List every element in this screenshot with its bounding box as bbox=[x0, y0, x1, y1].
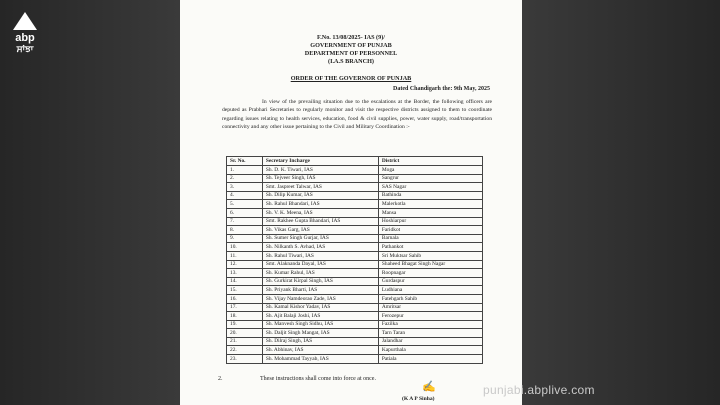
table-row bbox=[227, 226, 483, 235]
cell-district: Fatehgarh Sahib bbox=[378, 294, 482, 303]
cell-district: Shaheed Bhagat Singh Nagar bbox=[378, 260, 482, 269]
cell-sr-no: 1. bbox=[227, 166, 263, 175]
cell-sr-no: 13. bbox=[227, 269, 263, 278]
header-sr-no: Sr. No. bbox=[227, 157, 263, 166]
department-name: DEPARTMENT OF PERSONNEL bbox=[304, 50, 398, 57]
table-row bbox=[227, 286, 483, 295]
cell-secretary: Sh. Tejveer Singh, IAS bbox=[262, 174, 378, 183]
cell-secretary: Sh. Dilip Kumar, IAS bbox=[262, 191, 378, 200]
cell-secretary: Smt. Jaspreet Talwar, IAS bbox=[262, 183, 378, 192]
cell-sr-no: 4. bbox=[227, 191, 263, 200]
table-row bbox=[227, 260, 483, 269]
cell-sr-no: 21. bbox=[227, 337, 263, 346]
table-row bbox=[227, 234, 483, 243]
cell-district: Hoshiarpur bbox=[378, 217, 482, 226]
cell-sr-no: 14. bbox=[227, 277, 263, 286]
header-secretary: Secretary Incharge bbox=[262, 157, 378, 166]
cell-district: Sri Muktsar Sahib bbox=[378, 251, 482, 260]
cell-secretary: Sh. Daljit Singh Mangat, IAS bbox=[262, 329, 378, 338]
table-row bbox=[227, 166, 483, 175]
cell-sr-no: 17. bbox=[227, 303, 263, 312]
table-row bbox=[227, 200, 483, 209]
cell-secretary: Sh. Mohammad Tayyab, IAS bbox=[262, 355, 378, 364]
signature-mark: ✍ bbox=[422, 381, 436, 393]
table-row bbox=[227, 243, 483, 252]
logo-brand: abp bbox=[15, 32, 35, 44]
cell-sr-no: 3. bbox=[227, 183, 263, 192]
cell-sr-no: 2. bbox=[227, 174, 263, 183]
cell-district: SAS Nagar bbox=[378, 183, 482, 192]
signatory-name: (K A P Sinha) bbox=[402, 396, 435, 402]
cell-secretary: Smt. Alaknanda Dayal, IAS bbox=[262, 260, 378, 269]
table-row bbox=[227, 320, 483, 329]
order-title: ORDER OF THE GOVERNOR OF PUNJAB bbox=[290, 75, 412, 82]
cell-sr-no: 16. bbox=[227, 294, 263, 303]
cell-sr-no: 9. bbox=[227, 234, 263, 243]
cell-district: Gurdaspur bbox=[378, 277, 482, 286]
order-body-text: In view of the prevailing situation due to the escalations at the Border, the following officers are deputed as Prabhari Secretaries to regularly monitor and visit the respective districts assigned to them to coordinate regarding issues relating to health services, education, food & civil supplies, power, water supply, road/transportation connectivity and any other issue pertaining to the Civil and Military Coordination :- bbox=[222, 99, 492, 131]
abp-sanjha-logo bbox=[8, 12, 42, 55]
cell-secretary: Sh. Kumar Rahul, IAS bbox=[262, 269, 378, 278]
table-row bbox=[227, 294, 483, 303]
table-row bbox=[227, 346, 483, 355]
cell-sr-no: 7. bbox=[227, 217, 263, 226]
cell-secretary: Sh. Ajit Balaji Joshi, IAS bbox=[262, 312, 378, 321]
cell-district: Fazilka bbox=[378, 320, 482, 329]
logo-sub: ਸਾਂਝਾ bbox=[16, 44, 34, 54]
dated-line: Dated Chandigarh the: 9th May, 2025 bbox=[392, 86, 490, 92]
table-row bbox=[227, 355, 483, 364]
table-row bbox=[227, 312, 483, 321]
cell-sr-no: 11. bbox=[227, 251, 263, 260]
cell-secretary: Sh. Rahul Tiwari, IAS bbox=[262, 251, 378, 260]
cell-sr-no: 22. bbox=[227, 346, 263, 355]
cell-secretary: Sh. V. K. Meena, IAS bbox=[262, 208, 378, 217]
table-row bbox=[227, 174, 483, 183]
cell-sr-no: 23. bbox=[227, 355, 263, 364]
cell-district: Kapurthala bbox=[378, 346, 482, 355]
cell-district: Patiala bbox=[378, 355, 482, 364]
footer-text: These instructions shall come into force at once. bbox=[260, 376, 376, 382]
cell-district: Sangrur bbox=[378, 174, 482, 183]
cell-district: Pathankot bbox=[378, 243, 482, 252]
cell-district: Roopnagar bbox=[378, 269, 482, 278]
table-row bbox=[227, 269, 483, 278]
cell-district: Jalandhar bbox=[378, 337, 482, 346]
cell-secretary: Sh. Sumer Singh Gurjar, IAS bbox=[262, 234, 378, 243]
document-header bbox=[180, 34, 522, 66]
cell-secretary: Sh. Rahul Bhandari, IAS bbox=[262, 200, 378, 209]
cell-district: Mansa bbox=[378, 208, 482, 217]
cell-district: Ferozepur bbox=[378, 312, 482, 321]
file-number: F.No. 13/08/2025- IAS (9)/ bbox=[316, 34, 385, 41]
cell-district: Barnala bbox=[378, 234, 482, 243]
table-row bbox=[227, 329, 483, 338]
cell-secretary: Sh. Dilraj Singh, IAS bbox=[262, 337, 378, 346]
cell-secretary: Sh. Kamal Kishor Yadav, IAS bbox=[262, 303, 378, 312]
cell-sr-no: 15. bbox=[227, 286, 263, 295]
table-row bbox=[227, 183, 483, 192]
government-name: GOVERNMENT OF PUNJAB bbox=[310, 42, 392, 49]
cell-district: Bathinda bbox=[378, 191, 482, 200]
footer-number: 2. bbox=[218, 376, 223, 382]
abp-triangle-icon bbox=[13, 12, 37, 30]
cell-secretary: Sh. Gurkirat Kirpal Singh, IAS bbox=[262, 277, 378, 286]
left-dark-panel bbox=[0, 0, 180, 405]
cell-secretary: Sh. Manvesh Singh Sidhu, IAS bbox=[262, 320, 378, 329]
cell-district: Tarn Taran bbox=[378, 329, 482, 338]
cell-sr-no: 8. bbox=[227, 226, 263, 235]
cell-sr-no: 20. bbox=[227, 329, 263, 338]
table-row bbox=[227, 251, 483, 260]
table-row bbox=[227, 277, 483, 286]
cell-district: Faridkot bbox=[378, 226, 482, 235]
cell-sr-no: 19. bbox=[227, 320, 263, 329]
table-row bbox=[227, 191, 483, 200]
right-dark-panel bbox=[522, 0, 720, 405]
branch-name: (I.A.S BRANCH) bbox=[328, 58, 374, 65]
table-row bbox=[227, 337, 483, 346]
cell-secretary: Sh. Vijay Namdeorao Zade, IAS bbox=[262, 294, 378, 303]
cell-sr-no: 5. bbox=[227, 200, 263, 209]
cell-sr-no: 12. bbox=[227, 260, 263, 269]
officers-table bbox=[226, 156, 483, 364]
table-row bbox=[227, 208, 483, 217]
cell-secretary: Sh. Priyank Bharti, IAS bbox=[262, 286, 378, 295]
cell-secretary: Sh. Nilkanth S. Avhad, IAS bbox=[262, 243, 378, 252]
document-page bbox=[180, 0, 595, 405]
order-body bbox=[222, 98, 492, 132]
cell-sr-no: 6. bbox=[227, 208, 263, 217]
cell-district: Amritsar bbox=[378, 303, 482, 312]
cell-secretary: Smt. Rakhee Gupta Bhandari, IAS bbox=[262, 217, 378, 226]
table-row bbox=[227, 303, 483, 312]
cell-sr-no: 18. bbox=[227, 312, 263, 321]
cell-district: Ludhiana bbox=[378, 286, 482, 295]
cell-secretary: Sh. D. K. Tiwari, IAS bbox=[262, 166, 378, 175]
cell-secretary: Sh. Abhinav, IAS bbox=[262, 346, 378, 355]
cell-sr-no: 10. bbox=[227, 243, 263, 252]
cell-secretary: Sh. Vikas Garg, IAS bbox=[262, 226, 378, 235]
watermark: punjabi.abplive.com bbox=[483, 383, 595, 397]
cell-district: Malerkotla bbox=[378, 200, 482, 209]
cell-district: Moga bbox=[378, 166, 482, 175]
header-district: District bbox=[378, 157, 482, 166]
table-row bbox=[227, 217, 483, 226]
table-header-row bbox=[227, 157, 483, 166]
